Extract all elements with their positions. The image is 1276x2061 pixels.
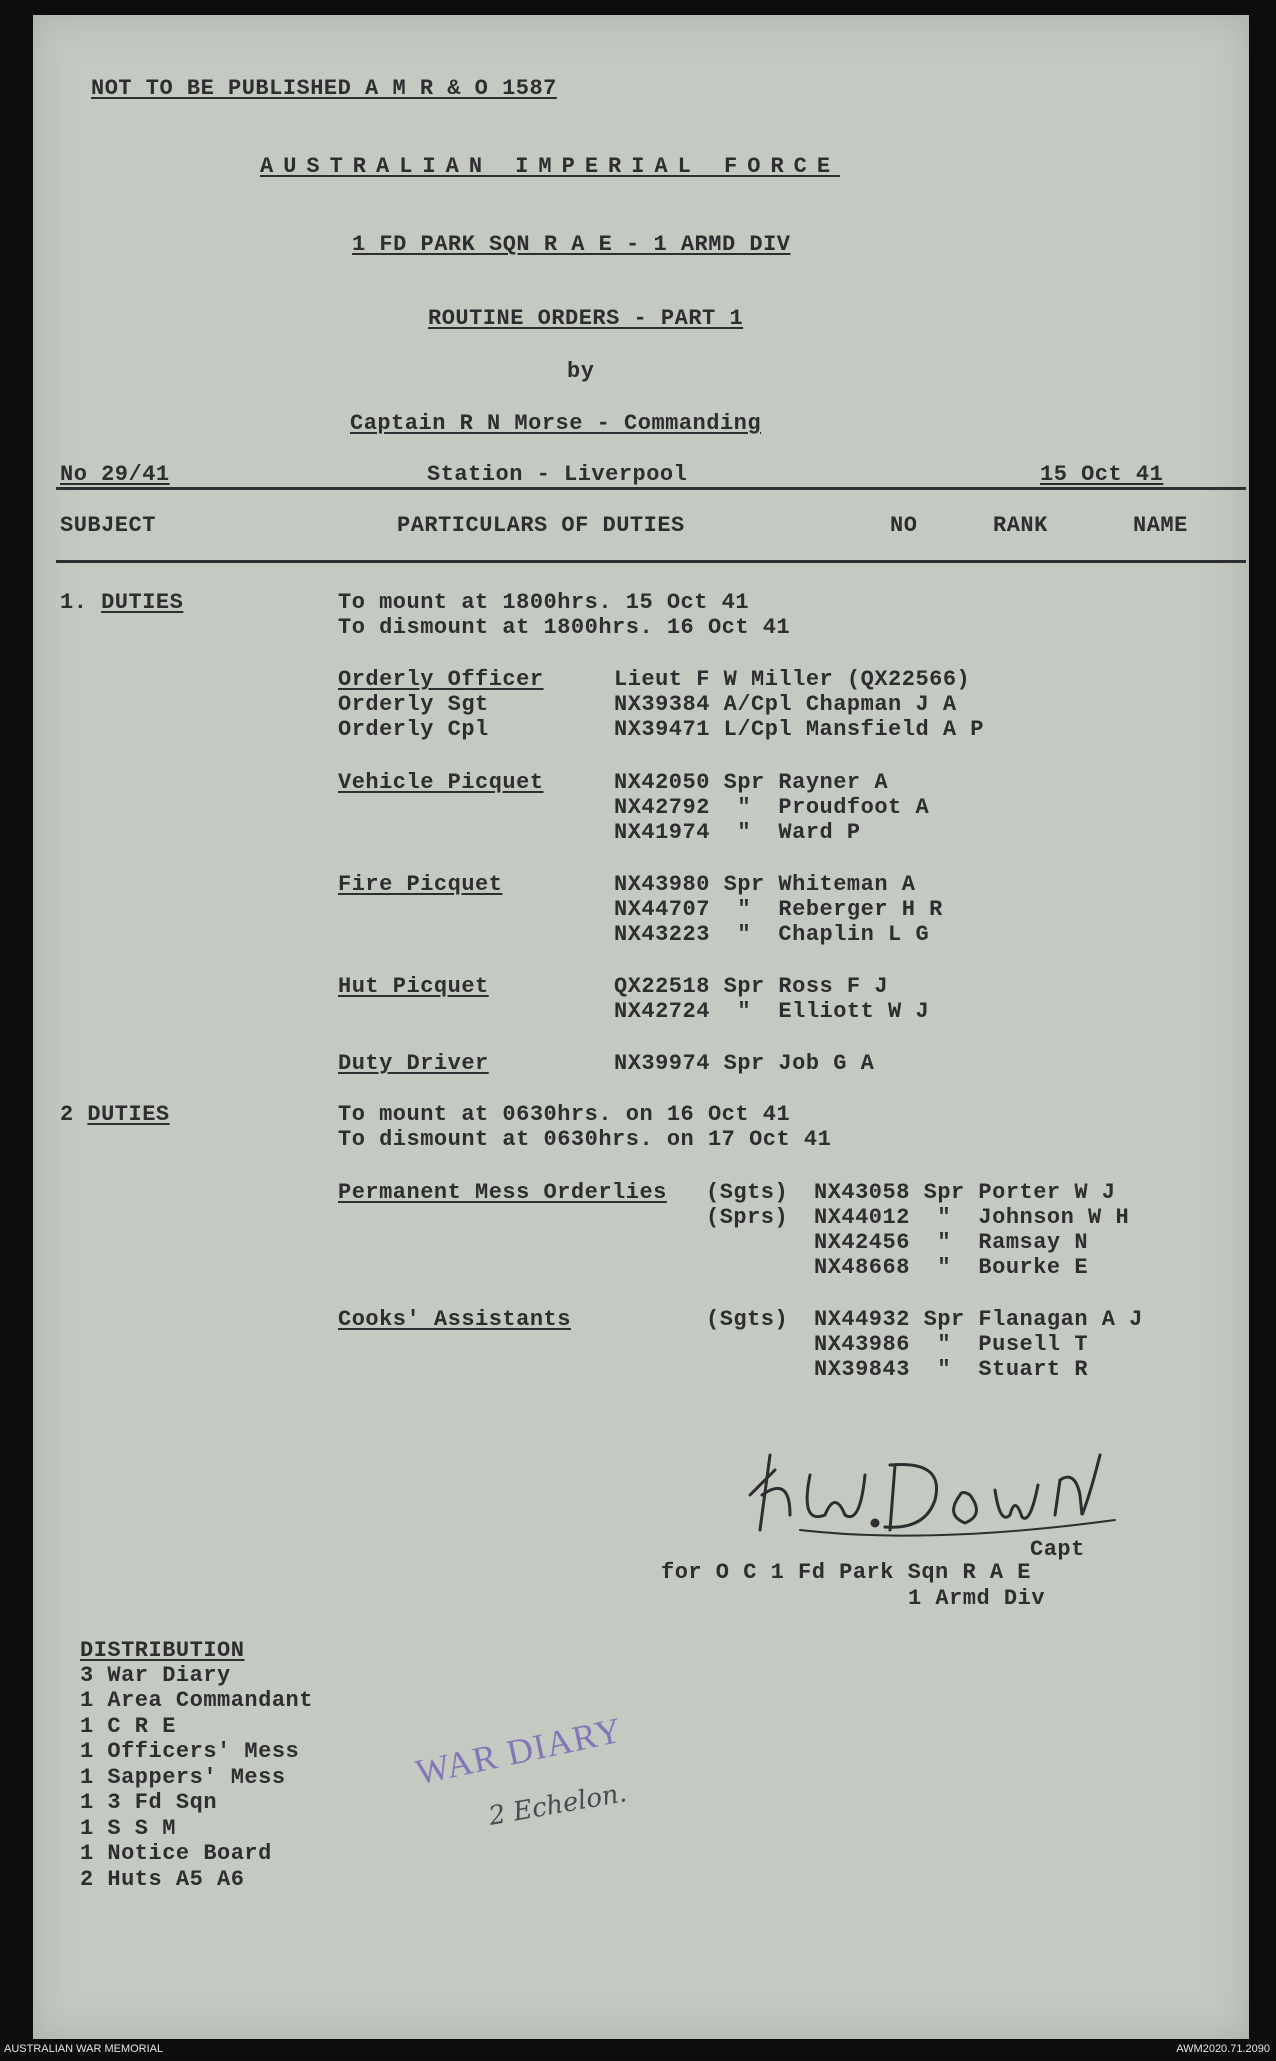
section2-mount: To mount at 0630hrs. on 16 Oct 41 [338, 1102, 791, 1127]
restriction-notice: NOT TO BE PUBLISHED A M R & O 1587 [91, 76, 557, 101]
mess-orderlies-label: Permanent Mess Orderlies [338, 1180, 667, 1205]
footer-accession: AWM2020.71.2090 [1176, 2043, 1270, 2055]
vehicle-picquet-entry: NX42792 " Proudfoot A [614, 795, 930, 820]
signatory-rank: Capt [1030, 1537, 1085, 1562]
station: Station - Liverpool [427, 462, 688, 487]
distribution-item: 2 Huts A5 A6 [80, 1867, 245, 1892]
section1-mount: To mount at 1800hrs. 15 Oct 41 [338, 590, 750, 615]
duty-driver-label: Duty Driver [338, 1051, 489, 1076]
cooks-assistant-entry: NX39843 " Stuart R [814, 1357, 1089, 1382]
signature-strokes [750, 1455, 1115, 1536]
mess-orderly-entry: NX43058 Spr Porter W J [814, 1180, 1116, 1205]
orderly-cpl: NX39471 L/Cpl Mansfield A P [614, 717, 984, 742]
signatory-division: 1 Armd Div [908, 1586, 1046, 1611]
handwritten-echelon: 2 Echelon. [486, 1778, 630, 1832]
section1-dismount: To dismount at 1800hrs. 16 Oct 41 [338, 615, 791, 640]
distribution-item: 1 Sappers' Mess [80, 1765, 286, 1790]
force-title: AUSTRALIAN IMPERIAL FORCE [260, 154, 841, 179]
cooks-assistant-entry: NX43986 " Pusell T [814, 1332, 1089, 1357]
order-number: No 29/41 [60, 462, 170, 487]
vehicle-picquet-label: Vehicle Picquet [338, 770, 544, 795]
hut-picquet-entry: NX42724 " Elliott W J [614, 999, 930, 1024]
col-no: NO [890, 513, 918, 538]
hut-picquet-entry: QX22518 Spr Ross F J [614, 974, 889, 999]
war-diary-stamp: WAR DIARY [412, 1709, 626, 1793]
header-rule-bottom [56, 560, 1246, 563]
col-name: NAME [1133, 513, 1188, 538]
distribution-title: DISTRIBUTION [80, 1638, 245, 1663]
distribution-item: 1 Notice Board [80, 1841, 272, 1866]
distribution-item: 1 Area Commandant [80, 1688, 313, 1713]
distribution-item: 1 Officers' Mess [80, 1739, 300, 1764]
fire-picquet-entry: NX44707 " Reberger H R [614, 897, 943, 922]
section1-title-text: DUTIES [101, 590, 184, 615]
col-rank: RANK [993, 513, 1048, 538]
order-date: 15 Oct 41 [1040, 462, 1164, 487]
orders-title: ROUTINE ORDERS - PART 1 [428, 306, 744, 331]
distribution-item: 1 C R E [80, 1714, 176, 1739]
section2-title [60, 1102, 170, 1127]
col-particulars: PARTICULARS OF DUTIES [397, 513, 685, 538]
commander-line: Captain R N Morse - Commanding [350, 411, 762, 436]
orderly-sgt: NX39384 A/Cpl Chapman J A [614, 692, 957, 717]
section2-title-text: DUTIES [87, 1102, 170, 1127]
orderly-cpl-label: Orderly Cpl [338, 717, 489, 742]
orderly-sgt-label: Orderly Sgt [338, 692, 489, 717]
signature-image [730, 1435, 1130, 1545]
mess-orderly-entry: NX48668 " Bourke E [814, 1255, 1089, 1280]
unit-title: 1 FD PARK SQN R A E - 1 ARMD DIV [352, 232, 791, 257]
col-subject: SUBJECT [60, 513, 156, 538]
fire-picquet-entry: NX43223 " Chaplin L G [614, 922, 930, 947]
mess-orderly-entry: NX42456 " Ramsay N [814, 1230, 1089, 1255]
signatory-for-line: for O C 1 Fd Park Sqn R A E [661, 1560, 1031, 1585]
by-label: by [567, 359, 595, 384]
duty-driver: NX39974 Spr Job G A [614, 1051, 875, 1076]
header-rule-top [56, 487, 1246, 490]
mess-sgts: (Sgts) [706, 1180, 789, 1205]
cooks-assistant-entry: NX44932 Spr Flanagan A J [814, 1307, 1143, 1332]
section2-dismount: To dismount at 0630hrs. on 17 Oct 41 [338, 1127, 832, 1152]
fire-picquet-entry: NX43980 Spr Whiteman A [614, 872, 916, 897]
vehicle-picquet-entry: NX41974 " Ward P [614, 820, 861, 845]
orderly-officer: Lieut F W Miller (QX22566) [614, 667, 971, 692]
fire-picquet-label: Fire Picquet [338, 872, 503, 897]
orderly-officer-label: Orderly Officer [338, 667, 544, 692]
cooks-assistants-label: Cooks' Assistants [338, 1307, 571, 1332]
cooks-sgts: (Sgts) [706, 1307, 789, 1332]
footer-credit: AUSTRALIAN WAR MEMORIAL [4, 2043, 164, 2055]
vehicle-picquet-entry: NX42050 Spr Rayner A [614, 770, 889, 795]
distribution-item: 3 War Diary [80, 1663, 231, 1688]
hut-picquet-label: Hut Picquet [338, 974, 489, 999]
mess-sprs: (Sprs) [706, 1205, 789, 1230]
mess-orderly-entry: NX44012 " Johnson W H [814, 1205, 1130, 1230]
distribution-item: 1 3 Fd Sqn [80, 1790, 218, 1815]
section1-title: 1. DUTIES [60, 590, 184, 615]
section2-number: 2 [60, 1102, 74, 1127]
distribution-item: 1 S S M [80, 1816, 176, 1841]
